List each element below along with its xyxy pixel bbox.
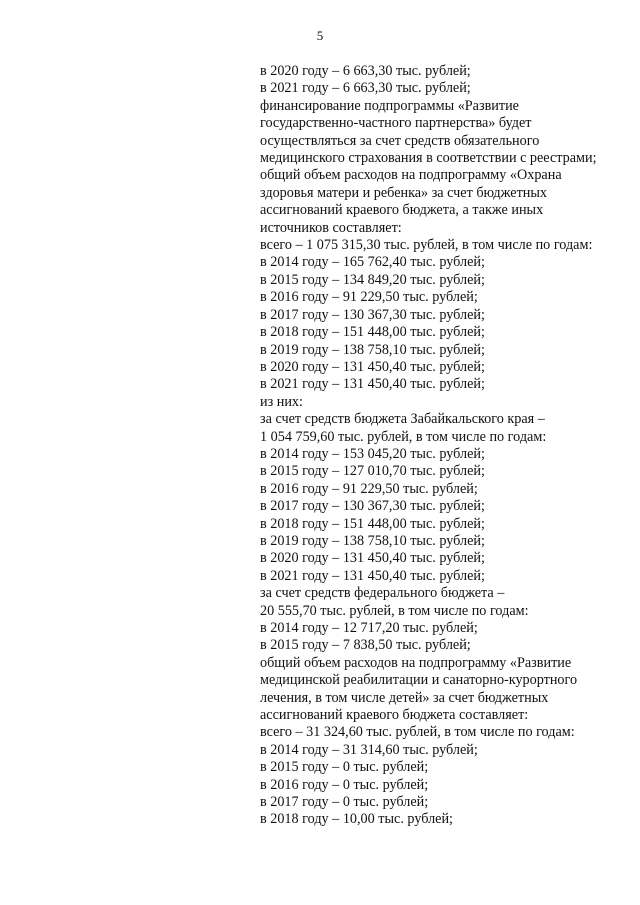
text-line: ассигнований краевого бюджета составляет: [260,707,529,724]
text-line: всего – 31 324,60 тыс. рублей, в том числе по годам: [260,724,575,741]
text-line: медицинской реабилитации и санаторно-курортного [260,672,578,689]
text-line: за счет средств федерального бюджета – [260,585,505,602]
text-line: в 2017 году – 130 367,30 тыс. рублей; [260,498,485,515]
text-line: за счет средств бюджета Забайкальского края – [260,411,545,428]
text-line: всего – 1 075 315,30 тыс. рублей, в том числе по годам: [260,237,593,254]
text-line: источников составляет: [260,219,402,236]
text-line: в 2018 году – 151 448,00 тыс. рублей; [260,324,485,341]
text-line: в 2020 году – 131 450,40 тыс. рублей; [260,550,485,567]
text-line: в 2021 году – 6 663,30 тыс. рублей; [260,80,471,97]
text-line: финансирование подпрограммы «Развитие [260,97,519,114]
text-line: в 2016 году – 91 229,50 тыс. рублей; [260,289,478,306]
document-text [260,63,632,829]
text-line: общий объем расходов на подпрограмму «Охрана [260,167,562,184]
text-line: в 2014 году – 31 314,60 тыс. рублей; [260,741,478,758]
text-line: осуществляться за счет средств обязательного [260,132,540,149]
text-line: из них: [260,393,303,410]
text-line: в 2014 году – 165 762,40 тыс. рублей; [260,254,485,271]
text-line: в 2019 году – 138 758,10 тыс. рублей; [260,532,485,549]
text-line: в 2020 году – 6 663,30 тыс. рублей; [260,63,471,79]
text-line: в 2015 году – 7 838,50 тыс. рублей; [260,637,471,654]
text-line: в 2020 году – 131 450,40 тыс. рублей; [260,358,485,375]
text-line: в 2015 году – 127 010,70 тыс. рублей; [260,463,485,480]
text-line: здоровья матери и ребенка» за счет бюджетных [260,184,547,201]
text-line: в 2016 году – 91 229,50 тыс. рублей; [260,480,478,497]
text-line: лечения, в том числе детей» за счет бюджетных [260,689,549,706]
text-line: в 2021 году – 131 450,40 тыс. рублей; [260,376,485,393]
text-line: в 2015 году – 134 849,20 тыс. рублей; [260,271,485,288]
text-line: 20 555,70 тыс. рублей, в том числе по годам: [260,602,529,619]
text-line: государственно-частного партнерства» будет [260,115,532,132]
text-line: ассигнований краевого бюджета, а также иных [260,202,544,219]
text-line: в 2016 году – 0 тыс. рублей; [260,776,429,793]
text-line: в 2021 году – 131 450,40 тыс. рублей; [260,567,485,584]
text-line: в 2017 году – 0 тыс. рублей; [260,794,429,811]
text-line: медицинского страхования в соответствии с реестрами; [260,150,597,167]
text-line: общий объем расходов на подпрограмму «Развитие [260,654,572,671]
page-number: 5 [316,28,324,43]
text-line: 1 054 759,60 тыс. рублей, в том числе по годам: [260,428,547,445]
text-line: в 2017 году – 130 367,30 тыс. рублей; [260,306,485,323]
text-line: в 2018 году – 10,00 тыс. рублей; [260,811,453,828]
text-line: в 2014 году – 12 717,20 тыс. рублей; [260,620,478,636]
text-line: в 2018 году – 151 448,00 тыс. рублей; [260,515,485,532]
text-line: в 2014 году – 153 045,20 тыс. рублей; [260,445,485,462]
text-line: в 2019 году – 138 758,10 тыс. рублей; [260,341,485,358]
text-line: в 2015 году – 0 тыс. рублей; [260,759,429,776]
